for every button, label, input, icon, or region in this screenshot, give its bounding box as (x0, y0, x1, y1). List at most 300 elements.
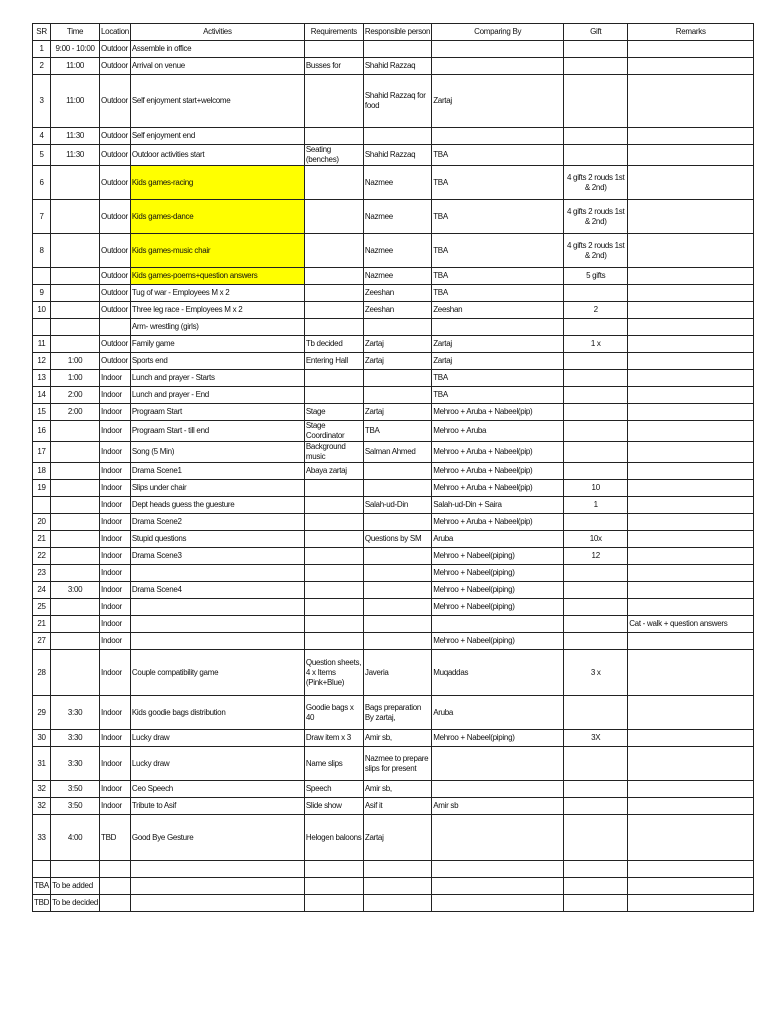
cell-remarks (628, 531, 754, 548)
cell-sr (33, 268, 51, 285)
cell-responsible: Zartaj (363, 815, 431, 861)
cell-responsible: Zartaj (363, 353, 431, 370)
cell-activity: Assemble in office (130, 41, 304, 58)
cell-location: Outdoor (100, 336, 131, 353)
cell-remarks (628, 302, 754, 319)
cell-remarks (628, 145, 754, 166)
cell-responsible (363, 387, 431, 404)
cell-activity: Self enjoyment start+welcome (130, 75, 304, 128)
cell-remarks (628, 878, 754, 895)
cell-remarks (628, 650, 754, 696)
cell-responsible: Questions by SM (363, 531, 431, 548)
cell-responsible (363, 128, 431, 145)
cell-location: Indoor (100, 565, 131, 582)
table-row (33, 878, 754, 895)
cell-comparing: Mehroo + Aruba (432, 421, 564, 442)
cell-location: Outdoor (100, 234, 131, 268)
table-row (33, 353, 754, 370)
cell-activity: Sports end (130, 353, 304, 370)
cell-comparing (432, 41, 564, 58)
cell-requirements (304, 268, 363, 285)
cell-remarks (628, 166, 754, 200)
table-row (33, 268, 754, 285)
cell-comparing (432, 781, 564, 798)
cell-location: Outdoor (100, 353, 131, 370)
cell-responsible (363, 480, 431, 497)
cell-sr: 7 (33, 200, 51, 234)
table-row (33, 58, 754, 75)
table-row (33, 145, 754, 166)
cell-activity (130, 599, 304, 616)
cell-sr: 12 (33, 353, 51, 370)
cell-sr: 16 (33, 421, 51, 442)
cell-activity (130, 633, 304, 650)
cell-time: 1:00 (51, 370, 100, 387)
cell-activity: Song (5 Min) (130, 442, 304, 463)
cell-requirements (304, 514, 363, 531)
cell-sr: 24 (33, 582, 51, 599)
cell-comparing: Zartaj (432, 75, 564, 128)
cell-activity (130, 616, 304, 633)
cell-sr: 25 (33, 599, 51, 616)
cell-gift: 1 (564, 497, 628, 514)
cell-comparing (432, 815, 564, 861)
cell-activity: Arrival on venue (130, 58, 304, 75)
cell-sr: 17 (33, 442, 51, 463)
header-sr: SR (33, 24, 51, 41)
cell-activity: Self enjoyment end (130, 128, 304, 145)
cell-location: Indoor (100, 531, 131, 548)
cell-requirements: Abaya zartaj (304, 463, 363, 480)
cell-remarks (628, 200, 754, 234)
cell-requirements: Goodie bags x 40 (304, 696, 363, 730)
cell-requirements (304, 895, 363, 912)
table-row (33, 370, 754, 387)
cell-comparing (432, 861, 564, 878)
cell-activity: Slips under chair (130, 480, 304, 497)
cell-time (51, 497, 100, 514)
cell-requirements (304, 616, 363, 633)
cell-gift (564, 815, 628, 861)
cell-location: Outdoor (100, 302, 131, 319)
cell-time: 3:50 (51, 781, 100, 798)
cell-requirements (304, 565, 363, 582)
cell-responsible: Shahid Razzaq (363, 145, 431, 166)
cell-responsible: Shahid Razzaq for food (363, 75, 431, 128)
cell-time (51, 336, 100, 353)
table-row (33, 387, 754, 404)
cell-responsible: Nazmee (363, 268, 431, 285)
cell-sr: TBD (33, 895, 51, 912)
cell-gift (564, 145, 628, 166)
cell-gift (564, 878, 628, 895)
table-row (33, 480, 754, 497)
cell-activity: Good Bye Gesture (130, 815, 304, 861)
cell-time: 4:00 (51, 815, 100, 861)
cell-responsible: Zartaj (363, 404, 431, 421)
cell-remarks (628, 548, 754, 565)
cell-requirements (304, 285, 363, 302)
cell-gift: 4 gifts 2 rouds 1st & 2nd) (564, 234, 628, 268)
cell-sr: 23 (33, 565, 51, 582)
cell-time (51, 480, 100, 497)
cell-activity: Couple compatibility game (130, 650, 304, 696)
cell-sr: 32 (33, 781, 51, 798)
cell-time (51, 234, 100, 268)
cell-responsible (363, 463, 431, 480)
cell-location: Outdoor (100, 145, 131, 166)
cell-remarks (628, 128, 754, 145)
cell-activity: Kids games-music chair (130, 234, 304, 268)
header-activities: Activities (130, 24, 304, 41)
cell-location (100, 861, 131, 878)
cell-gift (564, 319, 628, 336)
cell-time: 3:50 (51, 798, 100, 815)
table-row (33, 497, 754, 514)
cell-sr: 32 (33, 798, 51, 815)
cell-activity: Ceo Speech (130, 781, 304, 798)
cell-activity: Drama Scene4 (130, 582, 304, 599)
cell-requirements (304, 861, 363, 878)
cell-activity: Kids games-racing (130, 166, 304, 200)
cell-sr: 3 (33, 75, 51, 128)
cell-activity: Outdoor activities start (130, 145, 304, 166)
cell-requirements (304, 319, 363, 336)
cell-gift (564, 798, 628, 815)
cell-remarks (628, 336, 754, 353)
cell-sr: 11 (33, 336, 51, 353)
table-row (33, 781, 754, 798)
cell-requirements: Tb decided (304, 336, 363, 353)
cell-location: Indoor (100, 616, 131, 633)
cell-location (100, 878, 131, 895)
table-row (33, 531, 754, 548)
cell-time (51, 166, 100, 200)
cell-time: 2:00 (51, 404, 100, 421)
cell-time (51, 442, 100, 463)
table-row (33, 442, 754, 463)
cell-gift (564, 370, 628, 387)
cell-location: Indoor (100, 599, 131, 616)
cell-comparing: TBA (432, 370, 564, 387)
cell-remarks (628, 404, 754, 421)
cell-remarks (628, 75, 754, 128)
cell-sr: 10 (33, 302, 51, 319)
cell-location (100, 319, 131, 336)
cell-activity: Kids games-dance (130, 200, 304, 234)
cell-location (100, 895, 131, 912)
cell-responsible (363, 370, 431, 387)
cell-gift: 12 (564, 548, 628, 565)
cell-remarks (628, 730, 754, 747)
cell-time: 2:00 (51, 387, 100, 404)
cell-responsible (363, 861, 431, 878)
table-row (33, 650, 754, 696)
table-row (33, 747, 754, 781)
cell-responsible (363, 548, 431, 565)
cell-comparing: Mehroo + Nabeel(piping) (432, 730, 564, 747)
cell-time: To be added (51, 878, 100, 895)
cell-remarks (628, 421, 754, 442)
cell-responsible (363, 41, 431, 58)
cell-location: Indoor (100, 548, 131, 565)
cell-location: Indoor (100, 514, 131, 531)
cell-time (51, 319, 100, 336)
table-row (33, 234, 754, 268)
cell-location: Indoor (100, 387, 131, 404)
cell-remarks (628, 582, 754, 599)
cell-location: Outdoor (100, 166, 131, 200)
cell-gift (564, 404, 628, 421)
cell-gift: 3X (564, 730, 628, 747)
cell-comparing: Mehroo + Aruba + Nabeel(pip) (432, 480, 564, 497)
cell-time: 11:30 (51, 128, 100, 145)
cell-location: Indoor (100, 480, 131, 497)
cell-sr: 4 (33, 128, 51, 145)
cell-time (51, 633, 100, 650)
cell-gift (564, 353, 628, 370)
table-row (33, 730, 754, 747)
cell-remarks (628, 599, 754, 616)
cell-comparing: Zartaj (432, 336, 564, 353)
cell-requirements: Seating (benches) (304, 145, 363, 166)
cell-location: Indoor (100, 696, 131, 730)
cell-comparing: Mehroo + Aruba + Nabeel(pip) (432, 442, 564, 463)
cell-requirements (304, 548, 363, 565)
cell-sr: 28 (33, 650, 51, 696)
cell-comparing: Amir sb (432, 798, 564, 815)
cell-gift (564, 565, 628, 582)
cell-remarks (628, 696, 754, 730)
cell-remarks (628, 353, 754, 370)
table-row (33, 41, 754, 58)
cell-comparing: Aruba (432, 531, 564, 548)
cell-gift (564, 421, 628, 442)
cell-gift (564, 128, 628, 145)
schedule-table (32, 23, 754, 912)
cell-gift (564, 633, 628, 650)
cell-sr: 29 (33, 696, 51, 730)
cell-gift (564, 599, 628, 616)
cell-sr: 13 (33, 370, 51, 387)
cell-responsible: Bags preparation By zartaj, (363, 696, 431, 730)
cell-remarks (628, 285, 754, 302)
table-row (33, 861, 754, 878)
cell-activity (130, 878, 304, 895)
cell-location: Indoor (100, 442, 131, 463)
cell-requirements (304, 166, 363, 200)
cell-comparing: TBA (432, 387, 564, 404)
cell-sr (33, 319, 51, 336)
cell-responsible: Salman Ahmed (363, 442, 431, 463)
cell-responsible: Zeeshan (363, 302, 431, 319)
cell-gift (564, 514, 628, 531)
cell-responsible (363, 514, 431, 531)
cell-requirements (304, 497, 363, 514)
cell-responsible: Shahid Razzaq (363, 58, 431, 75)
cell-remarks (628, 781, 754, 798)
cell-sr: 30 (33, 730, 51, 747)
table-row (33, 895, 754, 912)
cell-comparing (432, 319, 564, 336)
header-time: Time (51, 24, 100, 41)
cell-gift (564, 387, 628, 404)
cell-time (51, 302, 100, 319)
cell-time (51, 650, 100, 696)
cell-requirements (304, 878, 363, 895)
cell-sr: 27 (33, 633, 51, 650)
cell-remarks (628, 370, 754, 387)
cell-responsible (363, 633, 431, 650)
cell-time (51, 421, 100, 442)
cell-comparing: TBA (432, 166, 564, 200)
cell-gift (564, 41, 628, 58)
cell-requirements (304, 480, 363, 497)
cell-time (51, 565, 100, 582)
cell-responsible (363, 582, 431, 599)
cell-responsible: Nazmee (363, 166, 431, 200)
cell-time: 3:30 (51, 747, 100, 781)
cell-gift: 2 (564, 302, 628, 319)
cell-gift: 5 gifts (564, 268, 628, 285)
cell-location: Indoor (100, 404, 131, 421)
cell-requirements (304, 128, 363, 145)
cell-sr: 1 (33, 41, 51, 58)
table-row (33, 616, 754, 633)
cell-time: 3:30 (51, 696, 100, 730)
cell-sr: 21 (33, 531, 51, 548)
cell-sr: 21 (33, 616, 51, 633)
cell-responsible (363, 565, 431, 582)
cell-activity: Drama Scene2 (130, 514, 304, 531)
cell-time: 11:00 (51, 75, 100, 128)
header-row (33, 24, 754, 41)
cell-remarks (628, 58, 754, 75)
cell-comparing (432, 747, 564, 781)
cell-location: Indoor (100, 798, 131, 815)
cell-time (51, 531, 100, 548)
cell-comparing: Muqaddas (432, 650, 564, 696)
cell-location: Outdoor (100, 268, 131, 285)
cell-requirements (304, 582, 363, 599)
cell-responsible: Amir sb, (363, 730, 431, 747)
cell-activity: Arm- wrestling (girls) (130, 319, 304, 336)
cell-comparing (432, 878, 564, 895)
cell-requirements: Helogen baloons (304, 815, 363, 861)
cell-time (51, 268, 100, 285)
cell-activity: Kids goodie bags distribution (130, 696, 304, 730)
cell-location: Indoor (100, 747, 131, 781)
cell-activity: Prograam Start (130, 404, 304, 421)
table-row (33, 404, 754, 421)
cell-requirements (304, 234, 363, 268)
cell-gift: 10 (564, 480, 628, 497)
cell-requirements: Busses for (304, 58, 363, 75)
cell-activity: Three leg race - Employees M x 2 (130, 302, 304, 319)
cell-responsible: Nazmee to prepare slips for present (363, 747, 431, 781)
cell-sr: 6 (33, 166, 51, 200)
cell-comparing: Mehroo + Nabeel(piping) (432, 582, 564, 599)
cell-location: Indoor (100, 463, 131, 480)
header-remarks: Remarks (628, 24, 754, 41)
cell-requirements (304, 633, 363, 650)
table-row (33, 336, 754, 353)
cell-activity: Tug of war - Employees M x 2 (130, 285, 304, 302)
table-row (33, 565, 754, 582)
cell-remarks (628, 815, 754, 861)
cell-activity: Kids games-poems+question answers (130, 268, 304, 285)
cell-remarks (628, 268, 754, 285)
cell-activity (130, 861, 304, 878)
cell-remarks (628, 895, 754, 912)
cell-time: 3:30 (51, 730, 100, 747)
table-row (33, 798, 754, 815)
cell-sr: 22 (33, 548, 51, 565)
header-comparing-by: Comparing By (432, 24, 564, 41)
cell-responsible: Nazmee (363, 234, 431, 268)
cell-time (51, 200, 100, 234)
cell-responsible: Zeeshan (363, 285, 431, 302)
cell-location: Outdoor (100, 75, 131, 128)
cell-sr: 33 (33, 815, 51, 861)
cell-time: 9:00 - 10:00 (51, 41, 100, 58)
cell-responsible: Asif it (363, 798, 431, 815)
cell-responsible: Salah-ud-Din (363, 497, 431, 514)
cell-comparing: Mehroo + Nabeel(piping) (432, 633, 564, 650)
cell-responsible: Nazmee (363, 200, 431, 234)
cell-sr: 14 (33, 387, 51, 404)
cell-time (51, 463, 100, 480)
cell-gift: 4 gifts 2 rouds 1st & 2nd) (564, 200, 628, 234)
cell-remarks (628, 861, 754, 878)
cell-time (51, 285, 100, 302)
cell-gift (564, 781, 628, 798)
table-row (33, 285, 754, 302)
cell-comparing: Zartaj (432, 353, 564, 370)
cell-activity: Tribute to Asif (130, 798, 304, 815)
cell-sr: 15 (33, 404, 51, 421)
cell-activity: Lucky draw (130, 730, 304, 747)
cell-comparing: Mehroo + Nabeel(piping) (432, 599, 564, 616)
cell-sr: 20 (33, 514, 51, 531)
table-row (33, 302, 754, 319)
cell-activity: Dept heads guess the guesture (130, 497, 304, 514)
cell-remarks (628, 798, 754, 815)
cell-gift (564, 582, 628, 599)
cell-remarks (628, 565, 754, 582)
cell-comparing (432, 895, 564, 912)
cell-responsible: TBA (363, 421, 431, 442)
cell-location: Indoor (100, 730, 131, 747)
cell-requirements (304, 599, 363, 616)
table-row (33, 200, 754, 234)
cell-comparing: Mehroo + Nabeel(piping) (432, 548, 564, 565)
cell-comparing: TBA (432, 200, 564, 234)
table-row (33, 599, 754, 616)
cell-activity: Lucky draw (130, 747, 304, 781)
cell-requirements (304, 531, 363, 548)
cell-responsible: Amir sb, (363, 781, 431, 798)
cell-time (51, 514, 100, 531)
cell-location: Indoor (100, 633, 131, 650)
cell-responsible (363, 878, 431, 895)
cell-location: Outdoor (100, 58, 131, 75)
cell-location: Indoor (100, 650, 131, 696)
cell-time: 11:30 (51, 145, 100, 166)
cell-comparing: TBA (432, 285, 564, 302)
cell-activity: Drama Scene1 (130, 463, 304, 480)
header-gift: Gift (564, 24, 628, 41)
